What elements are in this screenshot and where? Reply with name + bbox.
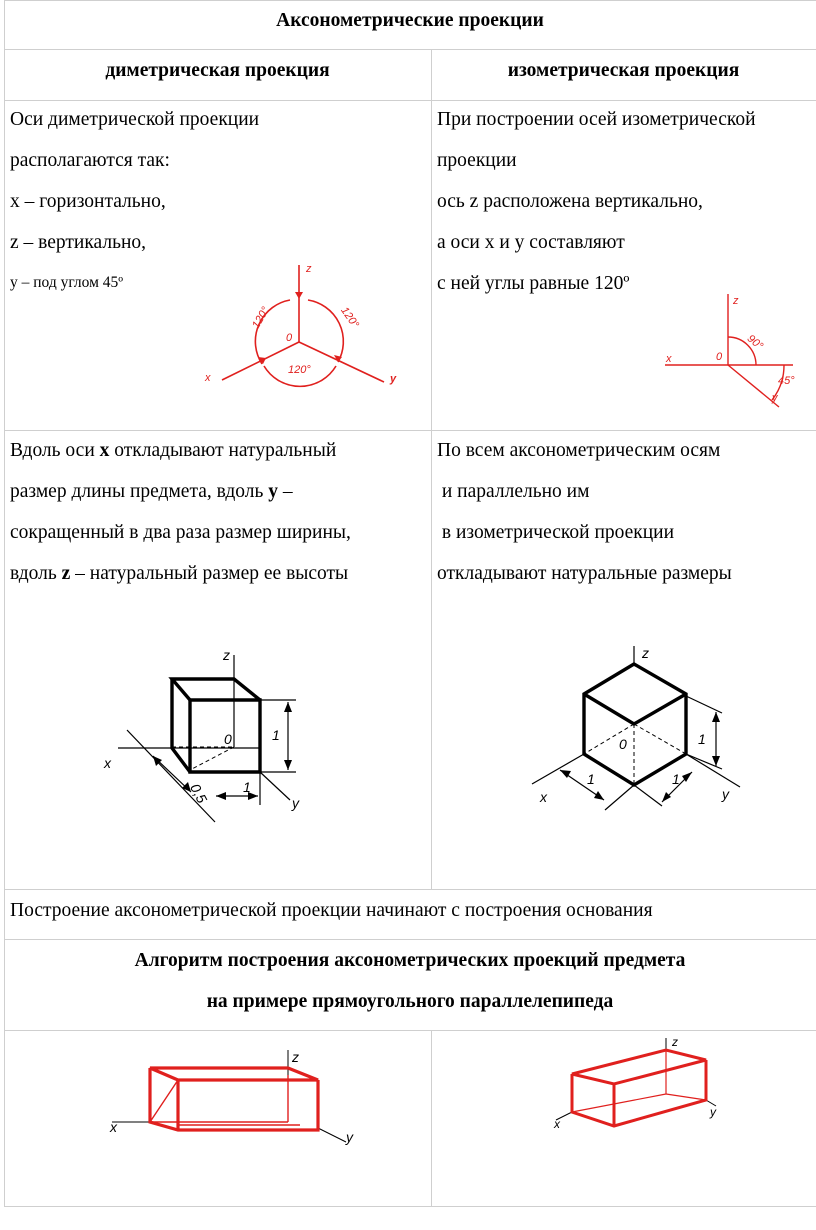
z-axis-label: z xyxy=(642,645,649,661)
text-line: z – вертикально, xyxy=(10,232,147,253)
text-line: откладывают натуральные размеры xyxy=(437,563,732,584)
origin-label: 0 xyxy=(224,731,232,747)
z-axis-label: z xyxy=(292,1049,299,1065)
z-axis-label: z xyxy=(306,263,312,275)
angle-label-90: 90° xyxy=(744,332,766,353)
angle-label-left: 120° xyxy=(250,304,272,331)
hidden-edge xyxy=(572,1094,666,1112)
text-line: у – под углом 45º xyxy=(10,274,124,291)
text-line: х – горизонтально, xyxy=(10,191,166,212)
x-axis-label: x xyxy=(540,789,547,805)
z-axis-label: z xyxy=(223,647,230,663)
text-line: а оси х и у составляют xyxy=(437,232,625,253)
dim-label-depth: 0,5 xyxy=(187,780,211,806)
y-axis-label: y xyxy=(722,786,729,802)
text-line: в изометрической проекции xyxy=(437,522,675,543)
hidden-edge xyxy=(666,1094,706,1100)
x-axis-label: x xyxy=(554,1117,560,1131)
x-axis-label: x xyxy=(104,755,111,771)
column-header-dimetric: диметрическая проекция xyxy=(105,60,330,81)
algorithm-heading-line1: Алгоритм построения аксонометрических проекций предмета xyxy=(134,950,686,971)
text-line: с ней углы равные 120º xyxy=(437,273,630,294)
column-header-isometric: изометрическая проекция xyxy=(507,60,740,81)
x-axis-label: x xyxy=(666,353,672,365)
y-axis-label: y xyxy=(772,392,778,404)
box-top-face xyxy=(572,1050,706,1084)
origin-label: 0 xyxy=(716,351,723,363)
z-axis-label: z xyxy=(672,1035,678,1049)
construction-note: Построение аксонометрической проекции начинают с построения основания xyxy=(10,900,653,921)
y-axis-label: y xyxy=(292,795,299,811)
text-line: Оси диметрической проекции xyxy=(10,109,260,130)
origin-label: 0 xyxy=(286,332,293,344)
angle-label-45: 45° xyxy=(778,375,795,387)
y-axis-label: y xyxy=(346,1129,353,1145)
angle-label-bottom: 120° xyxy=(288,364,311,376)
text-line: По всем аксонометрическим осям xyxy=(437,440,721,461)
dim-label-height: 1 xyxy=(698,731,706,747)
angle-label-right: 120° xyxy=(338,304,362,331)
y-axis-label: y xyxy=(390,373,397,385)
text-line: сокращенный в два раза размер ширины, xyxy=(10,522,351,543)
text-line: размер длины предмета, вдоль у – xyxy=(10,481,293,502)
text-line: располагаются так: xyxy=(10,150,170,171)
dim-label-width: 1 xyxy=(243,779,251,795)
text-line: Вдоль оси х откладывают натуральный xyxy=(10,440,337,461)
origin-label: 0 xyxy=(619,736,627,752)
dim-label-height: 1 xyxy=(272,727,280,743)
x-axis-label: x xyxy=(205,372,211,384)
z-axis-label: z xyxy=(733,295,739,307)
dim-label-x: 1 xyxy=(587,771,595,787)
text-line: и параллельно им xyxy=(437,481,590,502)
dim-label-y: 1 xyxy=(672,771,680,787)
text-line: вдоль z – натуральный размер ее высоты xyxy=(10,563,349,584)
text-line: При построении осей изометрической xyxy=(437,109,756,130)
text-line: проекции xyxy=(437,150,517,171)
y-axis-label: y xyxy=(710,1105,716,1119)
algorithm-heading-line2: на примере прямоугольного параллелепипеда xyxy=(206,991,614,1012)
page-title: Аксонометрические проекции xyxy=(276,10,544,31)
text-line: ось z расположена вертикально, xyxy=(437,191,703,212)
x-axis-label: x xyxy=(110,1119,117,1135)
